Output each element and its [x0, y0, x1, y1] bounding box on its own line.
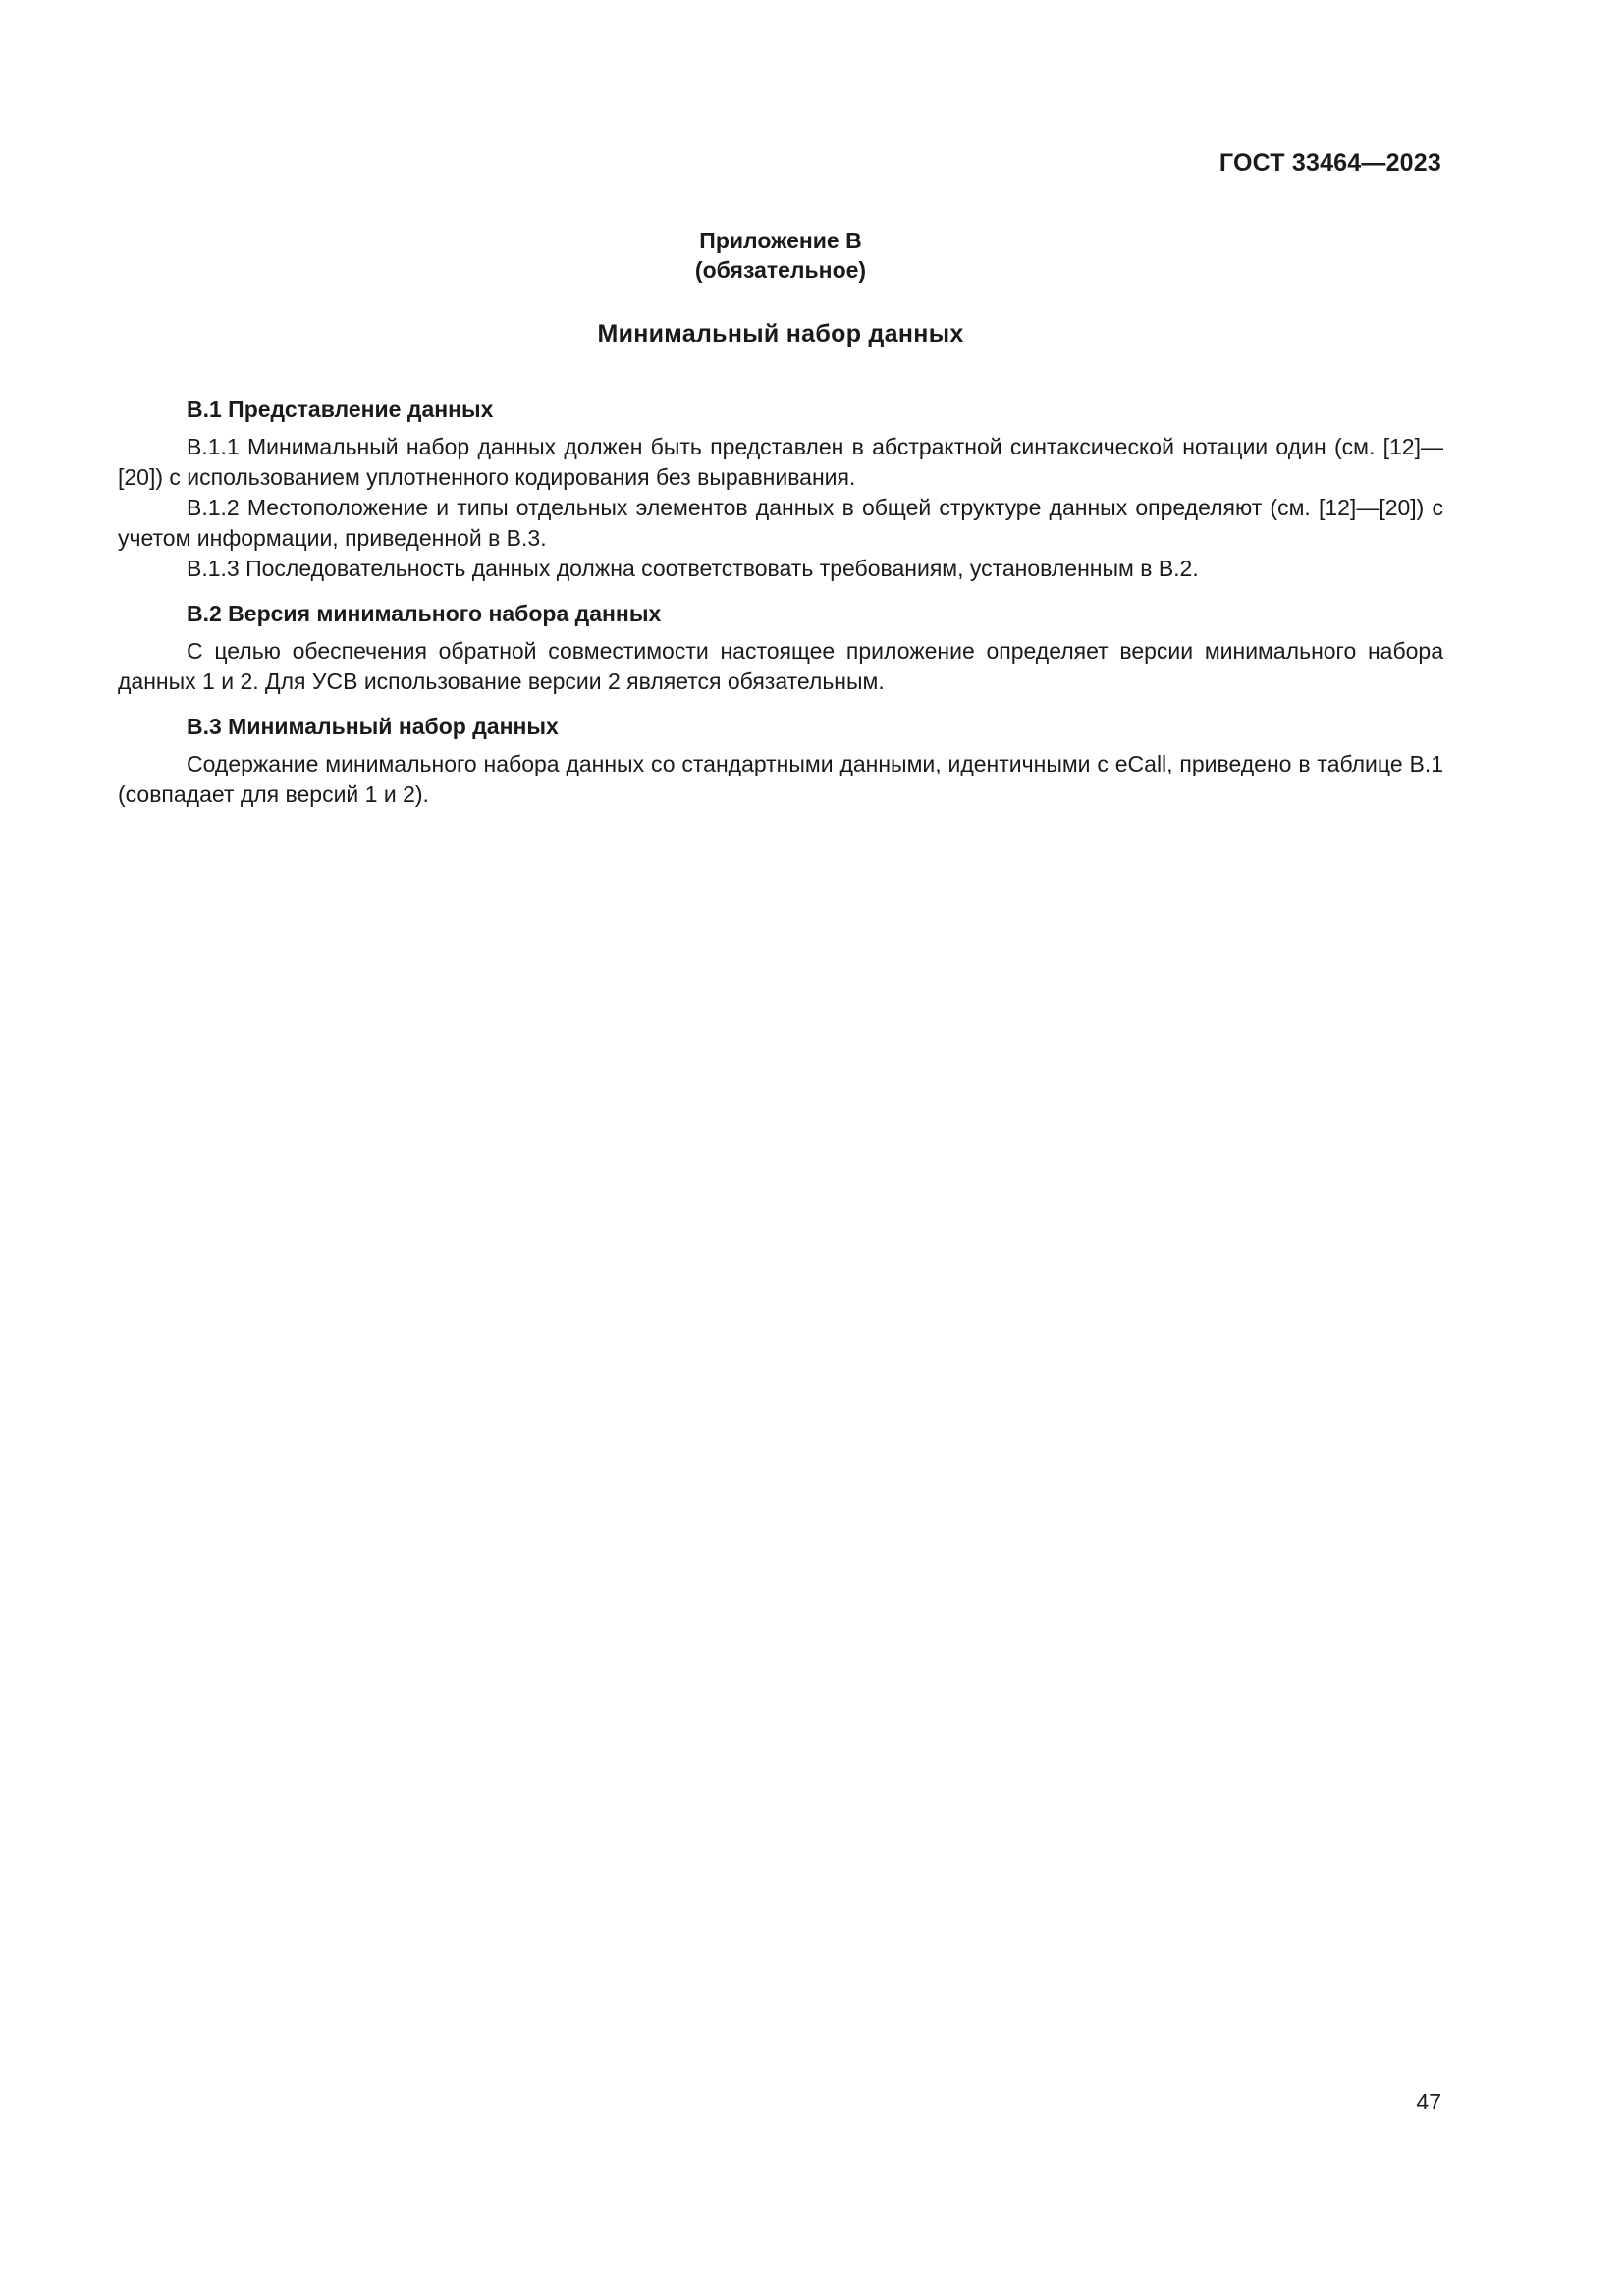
- paragraph: В.1.1 Минимальный набор данных должен быть представлен в абстрактной синтаксической нотации один (см. [12]—[20]) с использованием уплотненного кодирования без выравнивания.: [118, 434, 1443, 490]
- section-heading: В.1 Представление данных: [187, 397, 494, 422]
- appendix-name: Минимальный набор данных: [597, 320, 964, 347]
- appendix-title: Приложение В: [699, 228, 862, 253]
- section-b3: [118, 712, 1443, 810]
- section-b2: [118, 599, 1443, 697]
- paragraph: Содержание минимального набора данных со стандартными данными, идентичными с eCall, приведено в таблице В.1 (совпадает для версий 1 и 2).: [118, 751, 1443, 807]
- section-b1: [118, 395, 1443, 584]
- document-body: [118, 395, 1443, 810]
- paragraph: В.1.3 Последовательность данных должна соответствовать требованиям, установленным в В.2.: [187, 556, 1199, 581]
- document-code: ГОСТ 33464—2023: [1218, 149, 1441, 177]
- paragraph: В.1.2 Местоположение и типы отдельных элементов данных в общей структуре данных определяют (см. [12]—[20]) с учетом информации, приведенной в В.3.: [118, 495, 1443, 551]
- page-number: 47: [1416, 2089, 1441, 2114]
- section-heading: В.2 Версия минимального набора данных: [187, 601, 662, 626]
- section-heading: В.3 Минимальный набор данных: [187, 714, 559, 739]
- appendix-status: (обязательное): [694, 257, 867, 283]
- paragraph: С целью обеспечения обратной совместимости настоящее приложение определяет версии минимального набора данных 1 и 2. Для УСВ использование версии 2 является обязательным.: [118, 638, 1443, 694]
